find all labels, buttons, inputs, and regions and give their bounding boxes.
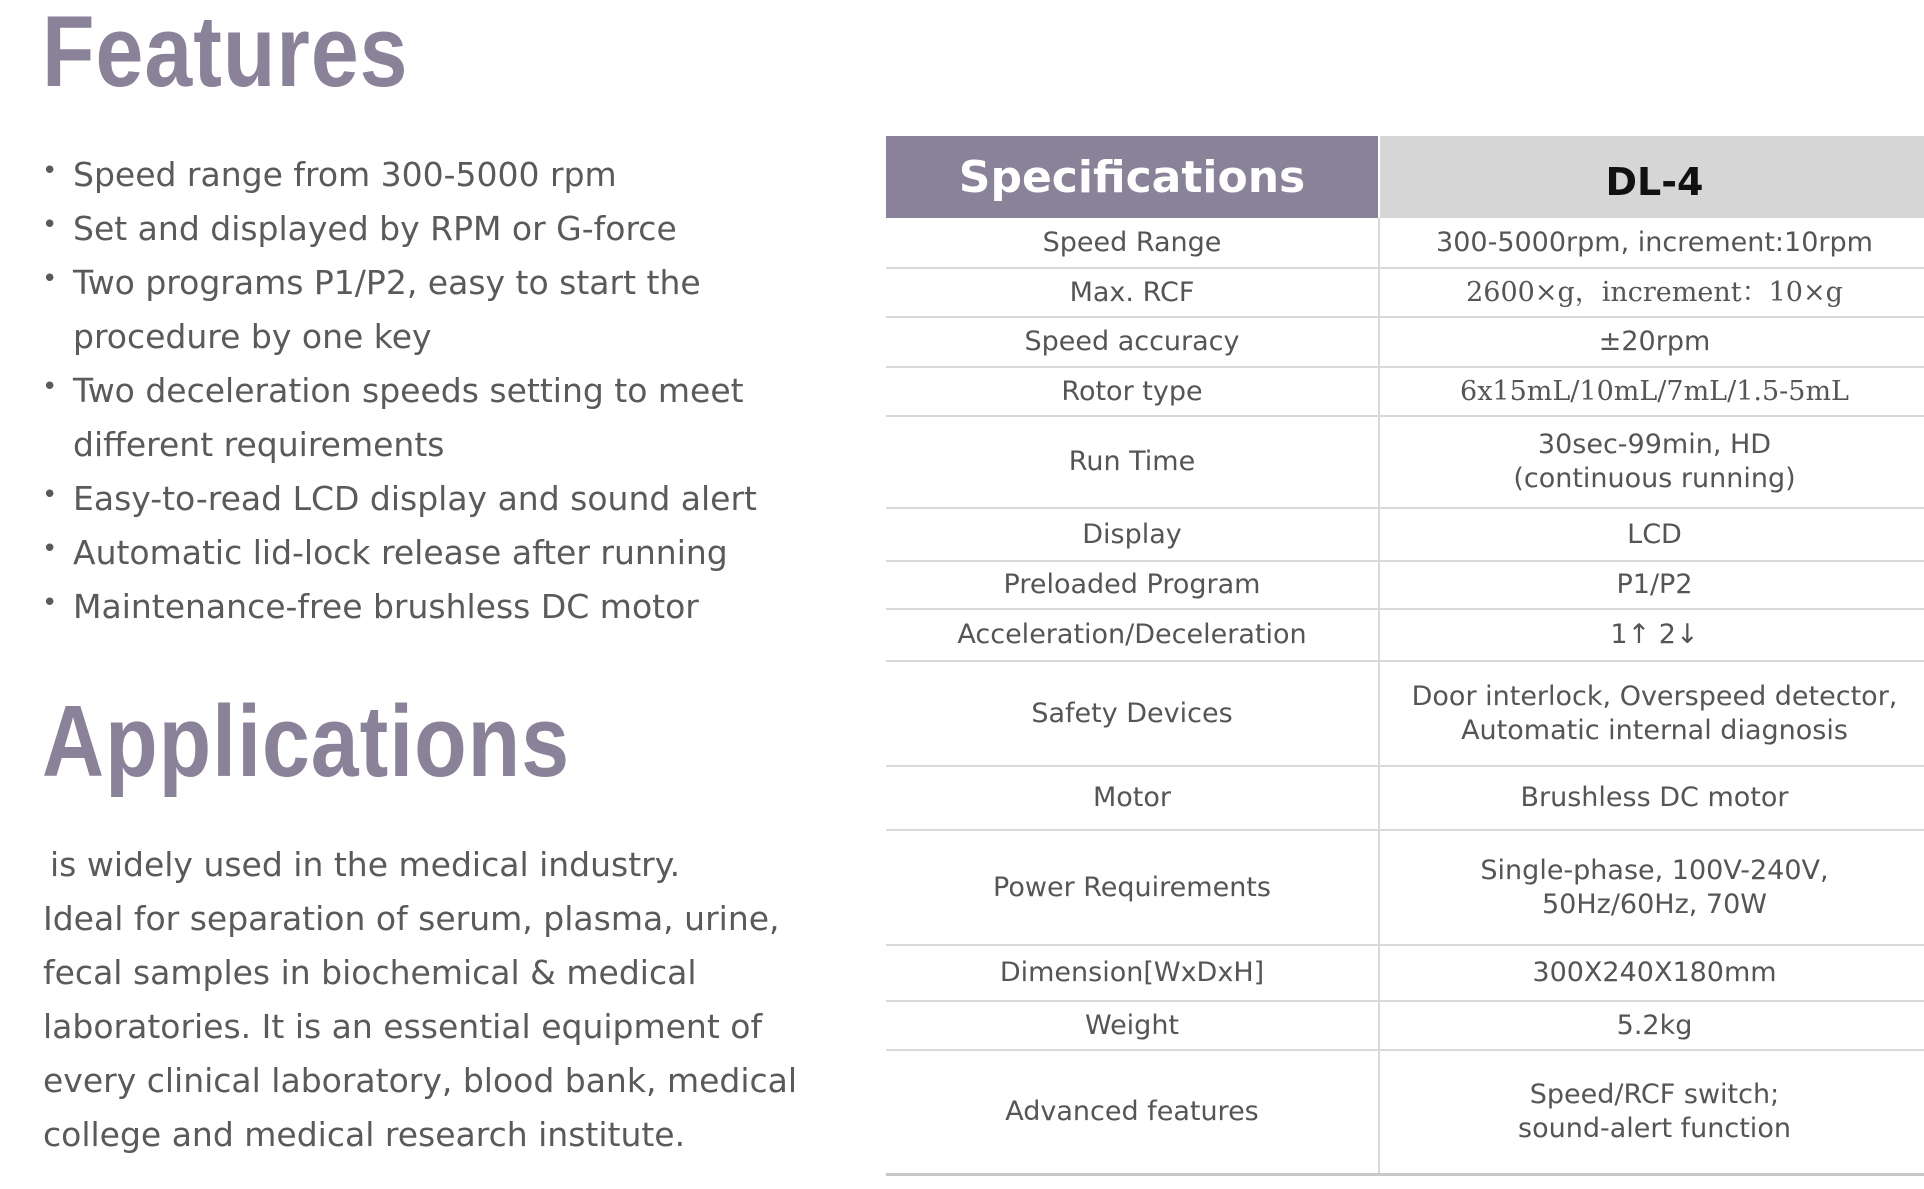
spec-value-line: 2600×g，increment：10×g	[1466, 276, 1843, 308]
spec-value	[1379, 367, 1924, 416]
table-row	[886, 416, 1924, 508]
table-row	[886, 268, 1924, 317]
spec-value	[1379, 830, 1924, 945]
spec-value-line: Door interlock, Overspeed detector,	[1411, 680, 1898, 712]
feature-item-text: Maintenance-free brushless DC motor	[73, 587, 699, 626]
spec-value-line: LCD	[1627, 518, 1682, 550]
spec-value	[1379, 1050, 1924, 1174]
applications-paragraph	[43, 838, 803, 1162]
bullet-icon: •	[42, 156, 58, 186]
spec-label: Speed accuracy	[886, 317, 1379, 367]
spec-value-line: 6x15mL/10mL/7mL/1.5-5mL	[1460, 375, 1849, 407]
bullet-icon: •	[42, 372, 58, 402]
table-row	[886, 317, 1924, 367]
spec-label: Weight	[886, 1001, 1379, 1050]
spec-value	[1379, 317, 1924, 367]
spec-value	[1379, 766, 1924, 830]
bullet-icon: •	[42, 264, 58, 294]
spec-value-line: Automatic internal diagnosis	[1461, 714, 1848, 746]
spec-value-line: Speed/RCF switch;	[1529, 1078, 1780, 1110]
spec-label: Motor	[886, 766, 1379, 830]
spec-value	[1379, 218, 1924, 268]
feature-item-text: Set and displayed by RPM or G-force	[73, 209, 677, 248]
spec-value-line: 5.2kg	[1616, 1009, 1693, 1041]
feature-item-text: Speed range from 300-5000 rpm	[73, 155, 617, 194]
table-row	[886, 661, 1924, 766]
applications-line: Ideal for separation of serum, plasma, urine,	[43, 899, 780, 938]
applications-heading: Applications	[42, 685, 571, 799]
feature-item	[42, 472, 782, 526]
specifications-header: Specifications	[886, 136, 1379, 218]
feature-item	[42, 364, 782, 472]
feature-item-text: Easy-to-read LCD display and sound alert	[73, 479, 757, 518]
applications-line: is widely used in the medical industry.	[50, 845, 681, 884]
spec-value-line: Single-phase, 100V-240V,	[1480, 854, 1829, 886]
spec-value-line: 300-5000rpm, increment:10rpm	[1436, 226, 1873, 258]
spec-value	[1379, 609, 1924, 661]
feature-item-text: Automatic lid-lock release after running	[73, 533, 728, 572]
table-row	[886, 1001, 1924, 1050]
table-row	[886, 508, 1924, 561]
spec-value-line: P1/P2	[1616, 569, 1693, 600]
spec-label: Acceleration/Deceleration	[886, 609, 1379, 661]
applications-line: fecal samples in biochemical & medical	[43, 953, 697, 992]
spec-value-line: sound-alert function	[1518, 1112, 1791, 1144]
applications-line: laboratories. It is an essential equipment of	[43, 1007, 763, 1046]
spec-label: Safety Devices	[886, 661, 1379, 766]
features-heading: Features	[42, 0, 409, 109]
feature-item	[42, 256, 782, 364]
table-row	[886, 766, 1924, 830]
feature-item-text: Two deceleration speeds setting to meet different requirements	[73, 371, 744, 464]
feature-item	[42, 526, 782, 580]
feature-item	[42, 580, 782, 634]
spec-value-line: ±20rpm	[1598, 326, 1711, 357]
spec-label: Display	[886, 508, 1379, 561]
table-row	[886, 367, 1924, 416]
spec-label: Dimension[WxDxH]	[886, 945, 1379, 1001]
spec-label: Rotor type	[886, 367, 1379, 416]
spec-label: Speed Range	[886, 218, 1379, 268]
table-row	[886, 830, 1924, 945]
spec-value-line: 50Hz/60Hz, 70W	[1542, 888, 1767, 920]
bullet-icon: •	[42, 480, 58, 510]
table-row	[886, 609, 1924, 661]
spec-label: Max. RCF	[886, 268, 1379, 317]
bullet-icon: •	[42, 588, 58, 618]
feature-item	[42, 202, 782, 256]
specifications-table	[886, 136, 1924, 1176]
spec-value-line: (continuous running)	[1513, 463, 1796, 494]
spec-value-line: 1↑ 2↓	[1610, 619, 1699, 650]
model-header: DL-4	[1379, 136, 1924, 218]
spec-value-line: 300X240X180mm	[1532, 957, 1777, 988]
spec-value-line: Brushless DC motor	[1520, 782, 1789, 813]
applications-line: college and medical research institute.	[43, 1115, 686, 1154]
table-row	[886, 561, 1924, 609]
spec-value-line: 30sec-99min, HD	[1537, 429, 1772, 460]
spec-value	[1379, 1001, 1924, 1050]
spec-value	[1379, 661, 1924, 766]
spec-value	[1379, 508, 1924, 561]
spec-label: Run Time	[886, 416, 1379, 508]
spec-value	[1379, 268, 1924, 317]
spec-label: Advanced features	[886, 1050, 1379, 1174]
spec-value	[1379, 416, 1924, 508]
spec-value	[1379, 945, 1924, 1001]
table-header-row	[886, 136, 1924, 218]
spec-value	[1379, 561, 1924, 609]
bullet-icon: •	[42, 534, 58, 564]
feature-item	[42, 148, 782, 202]
features-list	[42, 148, 782, 634]
feature-item-text: Two programs P1/P2, easy to start the procedure by one key	[73, 263, 701, 356]
table-row	[886, 218, 1924, 268]
table-row	[886, 945, 1924, 1001]
spec-label: Preloaded Program	[886, 561, 1379, 609]
table-row	[886, 1050, 1924, 1174]
bullet-icon: •	[42, 210, 58, 240]
spec-label: Power Requirements	[886, 830, 1379, 945]
applications-line: every clinical laboratory, blood bank, medical	[43, 1061, 798, 1100]
